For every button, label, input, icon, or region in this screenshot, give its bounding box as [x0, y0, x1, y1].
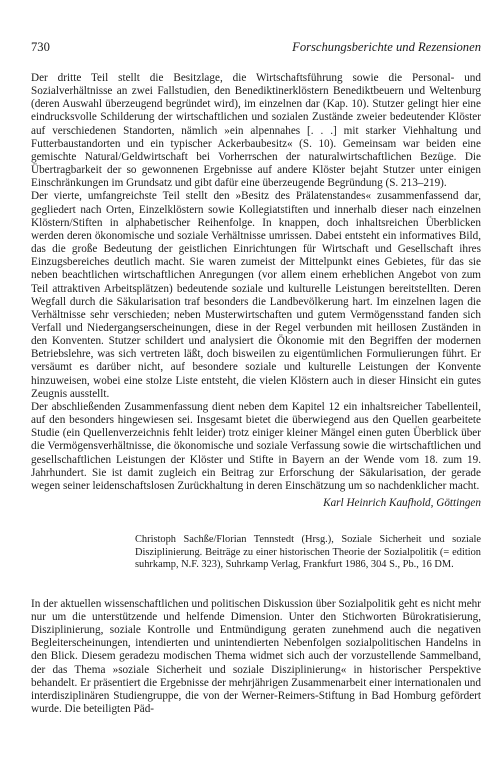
running-title: Forschungsberichte und Rezensionen [292, 40, 481, 54]
author-signature: Karl Heinrich Kaufhold, Göttingen [323, 497, 481, 509]
review-citation: Christoph Sachße/Florian Tennstedt (Hrsg.), Soziale Sicherheit und soziale Disziplinierung. Beiträge zu einer historischen Theorie der Sozialpolitik (= edition suhrkamp, N.F. 323), Suhrkamp Verlag, Frankfurt 1986, 304 S., Pb., 16 DM. [135, 534, 481, 571]
paragraph: Der dritte Teil stellt die Besitzlage, die Wirtschaftsführung sowie die Personal- und Sozialverhältnisse an zwei Fallstudien, den Benediktinerklöstern Benediktbeuern und Weltenburg (deren Auswahl überzeugend begründet wird), im einzelnen dar (Kap. 10). Stutzer gelingt hier eine eindrucksvolle Schilderung der wirtschaftlichen und sozialen Zustände zweier bedeutender Klöster auf verschiedenen Standorten, nämlich »ein alpennahes [. . .] mit starker Viehhaltung und Futterbaustandorten und ein typischer Ackerbaubesitz« (S. 10). Gemeinsam war beiden eine gemischte Natural/Geldwirtschaft bei Vorherrschen der naturalwirtschaftlichen Bezüge. Die Übertragbarkeit der so gewonnenen Ergebnisse auf andere Klöster bejaht Stutzer unter einigen Einschränkungen im Grundsatz und gibt dafür eine überzeugende Begründung (S. 213–219). [31, 72, 481, 190]
page-header [31, 40, 481, 55]
page-number: 730 [31, 40, 50, 54]
paragraph: Der vierte, umfangreichste Teil stellt den »Besitz des Prälatenstandes« zusammenfassend dar, gegliedert nach Orten, Einzelklöstern sowie Kollegiatstiften und innerhalb dieser nach einzelnen Klöstern/Stiften in alphabetischer Reihenfolge. In knappen, doch inhaltsreichen Überblicken werden deren ökonomische und soziale Verhältnisse umrissen. Dabei entsteht ein informatives Bild, das die große Bedeutung der geistlichen Einrichtungen für Wirtschaft und Gesellschaft ihres Einzugsbereiches deutlich macht. Sie waren zumeist der Mittelpunkt eines Gebietes, für das sie neben beachtlichen wirtschaftlichen Anregungen (vor allem einem erheblichen Angebot von zum Teil attraktiven Arbeitsplätzen) bedeutende soziale und kulturelle Leistungen bereitstellten. Deren Wegfall durch die Säkularisation traf besonders die Landbevölkerung hart. Im einzelnen lagen die Verhältnisse sehr verschieden; neben Musterwirtschaften und gutem Vermögensstand fanden sich Verfall und Niedergangserscheinungen, diese in der Regel verbunden mit heillosen Zuständen in den Konventen. Stutzer schildert und analysiert die Ökonomie mit den Begriffen der modernen Betriebslehre, was sich vertreten läßt, doch bisweilen zu eigentümlichen Formulierungen führt. Er versäumt es darüber nicht, auf besondere soziale und kulturelle Leistungen der Konvente hinzuweisen, wobei eine stolze Liste entsteht, die vielen Klöstern auch in dieser Hinsicht ein gutes Zeugnis ausstellt. [31, 190, 481, 400]
document-page [31, 40, 481, 716]
review-paragraph: In der aktuellen wissenschaftlichen und politischen Diskussion über Sozialpolitik geht es nicht mehr nur um die unterstützende und helfende Dimension. Unter den Stichworten Bürokratisierung, Disziplinierung, soziale Kontrolle und Entmündigung geraten zunehmend auch die negativen Begleiterscheinungen, intendierten und unintendierten Nebenfolgen sozialpolitischen Handelns in den Blick. Diesem geradezu modischen Thema widmet sich auch der vorzustellende Sammelband, der das Thema »soziale Sicherheit und soziale Disziplinierung« in historischer Perspektive behandelt. Er präsentiert die Ergebnisse der mehrjährigen Zusammenarbeit einer internationalen und interdisziplinären Studiengruppe, die von der Werner-Reimers-Stiftung in Bad Homburg gefördert wurde. Die beteiligten Päd- [31, 597, 481, 716]
paragraph: Der abschließenden Zusammenfassung dient neben dem Kapitel 12 ein inhaltsreicher Tabellenteil, auf den besonders hingewiesen sei. Insgesamt bietet die überwiegend aus den Quellen gearbeitete Studie (ein Quellenverzeichnis fehlt leider) trotz einiger kleiner Mängel einen guten Überblick über die Vermögensverhältnisse, die ökonomische und soziale Verfassung sowie die wirtschaftlichen und gesellschaftlichen Leistungen der Klöster und Stifte in Bayern an der Wende vom 18. zum 19. Jahrhundert. Sie ist damit zugleich ein Beitrag zur Erforschung der Säkularisation, der gerade wegen seiner leidenschaftslosen Zurückhaltung in deren Einschätzung um so nachdenklicher macht. [31, 400, 481, 492]
